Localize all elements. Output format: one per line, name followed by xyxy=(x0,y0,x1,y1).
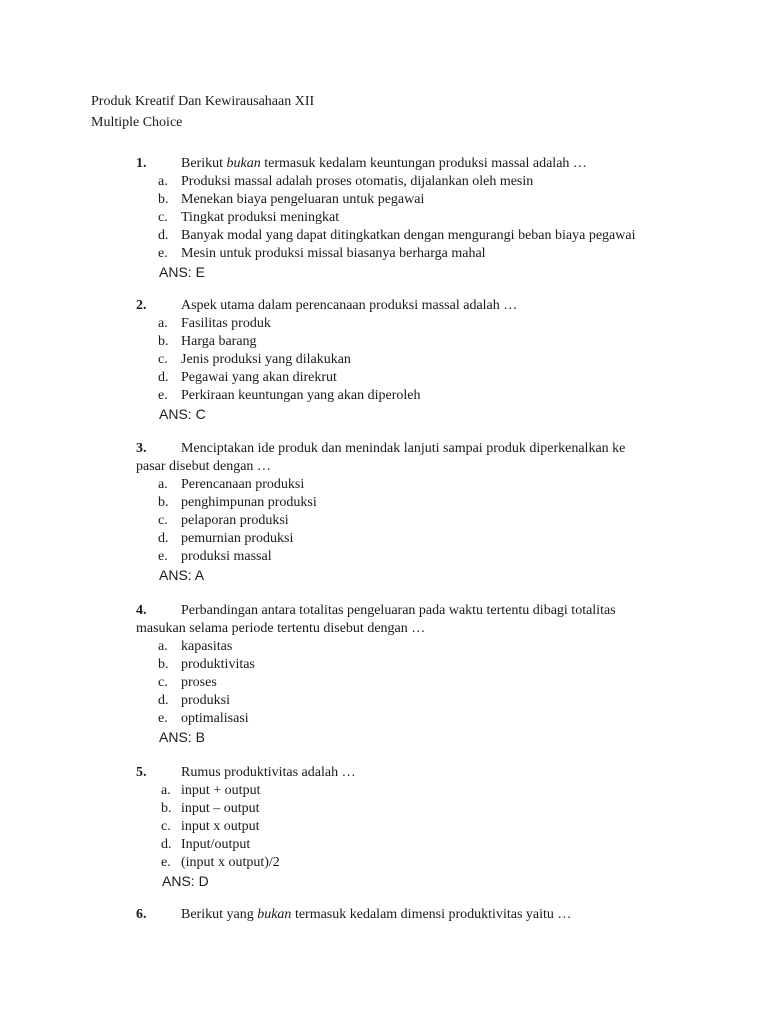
question-stem-continued xyxy=(0,620,768,638)
option-letter: e. xyxy=(158,549,168,564)
option-e xyxy=(0,854,768,872)
question-6 xyxy=(0,906,768,924)
option-text: Pegawai yang akan direkrut xyxy=(181,370,337,385)
option-letter: e. xyxy=(158,388,168,403)
option-letter: c. xyxy=(158,513,168,528)
option-text: optimalisasi xyxy=(181,711,249,726)
option-text: produksi xyxy=(181,693,230,708)
document-title: Produk Kreatif Dan Kewirausahaan XII xyxy=(91,94,315,109)
option-letter: a. xyxy=(158,174,168,189)
option-letter: e. xyxy=(158,711,168,726)
option-text: proses xyxy=(181,675,217,690)
answer-line xyxy=(0,728,768,746)
option-letter: a. xyxy=(158,477,168,492)
option-d xyxy=(0,692,768,710)
question-stem xyxy=(0,155,768,173)
option-d xyxy=(0,530,768,548)
question-4 xyxy=(0,602,768,746)
option-e xyxy=(0,548,768,566)
option-letter: c. xyxy=(161,819,171,834)
option-a xyxy=(0,476,768,494)
answer-key: ANS: B xyxy=(159,729,205,745)
question-5 xyxy=(0,764,768,890)
question-text-continued: masukan selama periode tertentu disebut dengan … xyxy=(136,621,426,636)
option-text: pelaporan produksi xyxy=(181,513,289,528)
answer-key: ANS: E xyxy=(159,264,205,280)
answer-key: ANS: C xyxy=(159,406,206,422)
question-text: Perbandingan antara totalitas pengeluaran pada waktu tertentu dibagi totalitas xyxy=(181,603,616,618)
option-letter: c. xyxy=(158,352,168,367)
question-text xyxy=(181,906,571,924)
question-stem xyxy=(0,764,768,782)
option-b xyxy=(0,494,768,512)
option-text: input x output xyxy=(181,819,260,834)
option-text: input + output xyxy=(181,783,261,798)
question-text-emphasis: bukan xyxy=(226,156,261,171)
question-number: 5. xyxy=(136,765,147,780)
option-c xyxy=(0,209,768,227)
option-text: (input x output)/2 xyxy=(181,855,280,870)
option-text: Input/output xyxy=(181,837,251,852)
question-text-continued: pasar disebut dengan … xyxy=(136,459,271,474)
option-a xyxy=(0,315,768,333)
option-letter: d. xyxy=(161,837,172,852)
option-b xyxy=(0,656,768,674)
option-text: pemurnian produksi xyxy=(181,531,294,546)
option-text: produktivitas xyxy=(181,657,255,672)
question-number: 3. xyxy=(136,441,147,456)
option-text: penghimpunan produksi xyxy=(181,495,317,510)
option-text: Tingkat produksi meningkat xyxy=(181,210,340,225)
option-text: Fasilitas produk xyxy=(181,316,271,331)
question-number: 6. xyxy=(136,907,147,922)
option-text: produksi massal xyxy=(181,549,272,564)
option-letter: d. xyxy=(158,370,169,385)
option-letter: c. xyxy=(158,210,168,225)
option-letter: e. xyxy=(161,855,171,870)
option-e xyxy=(0,387,768,405)
question-number: 1. xyxy=(136,156,147,171)
option-text: input – output xyxy=(181,801,260,816)
option-a xyxy=(0,782,768,800)
option-letter: b. xyxy=(161,801,172,816)
option-letter: a. xyxy=(158,639,168,654)
option-text: Harga barang xyxy=(181,334,257,349)
option-d xyxy=(0,227,768,245)
option-b xyxy=(0,191,768,209)
option-a xyxy=(0,173,768,191)
question-text-part: Berikut yang xyxy=(181,907,258,922)
option-text: Banyak modal yang dapat ditingkatkan dengan mengurangi beban biaya pegawai xyxy=(181,228,636,243)
question-stem xyxy=(0,906,768,924)
option-letter: d. xyxy=(158,228,169,243)
answer-line xyxy=(0,566,768,584)
option-text: Mesin untuk produksi missal biasanya berharga mahal xyxy=(181,246,486,261)
option-letter: d. xyxy=(158,693,169,708)
option-letter: b. xyxy=(158,657,169,672)
answer-key: ANS: A xyxy=(159,567,205,583)
answer-line xyxy=(0,263,768,281)
option-letter: b. xyxy=(158,495,169,510)
option-e xyxy=(0,710,768,728)
question-stem xyxy=(0,297,768,315)
option-e xyxy=(0,245,768,263)
question-text: Menciptakan ide produk dan menindak lanjuti sampai produk diperkenalkan ke xyxy=(181,441,626,456)
question-text xyxy=(181,155,587,173)
question-stem-continued xyxy=(0,458,768,476)
option-letter: c. xyxy=(158,675,168,690)
option-text: kapasitas xyxy=(181,639,233,654)
option-text: Jenis produksi yang dilakukan xyxy=(181,352,351,367)
question-text-part: termasuk kedalam keuntungan produksi massal adalah … xyxy=(260,156,587,171)
option-d xyxy=(0,369,768,387)
question-stem xyxy=(0,602,768,620)
question-text-part: termasuk kedalam dimensi produktivitas yaitu … xyxy=(291,907,572,922)
option-c xyxy=(0,351,768,369)
question-text: Rumus produktivitas adalah … xyxy=(181,765,356,780)
option-text: Perkiraan keuntungan yang akan diperoleh xyxy=(181,388,421,403)
question-stem xyxy=(0,440,768,458)
option-letter: a. xyxy=(161,783,171,798)
option-c xyxy=(0,674,768,692)
option-text: Produksi massal adalah proses otomatis, dijalankan oleh mesin xyxy=(181,174,534,189)
option-letter: b. xyxy=(158,192,169,207)
answer-key: ANS: D xyxy=(162,873,209,889)
question-2 xyxy=(0,297,768,423)
answer-line xyxy=(0,405,768,423)
option-c xyxy=(0,818,768,836)
option-d xyxy=(0,836,768,854)
option-text: Perencanaan produksi xyxy=(181,477,305,492)
option-letter: e. xyxy=(158,246,168,261)
question-1 xyxy=(0,155,768,281)
option-a xyxy=(0,638,768,656)
answer-line xyxy=(0,872,768,890)
question-3 xyxy=(0,440,768,584)
option-b xyxy=(0,800,768,818)
option-text: Menekan biaya pengeluaran untuk pegawai xyxy=(181,192,425,207)
question-text-emphasis: bukan xyxy=(257,907,292,922)
document-subtitle: Multiple Choice xyxy=(91,115,183,130)
question-number: 2. xyxy=(136,298,147,313)
question-text-part: Berikut xyxy=(181,156,227,171)
question-number: 4. xyxy=(136,603,147,618)
option-letter: b. xyxy=(158,334,169,349)
question-text: Aspek utama dalam perencanaan produksi massal adalah … xyxy=(181,298,518,313)
option-letter: d. xyxy=(158,531,169,546)
option-letter: a. xyxy=(158,316,168,331)
option-b xyxy=(0,333,768,351)
option-c xyxy=(0,512,768,530)
